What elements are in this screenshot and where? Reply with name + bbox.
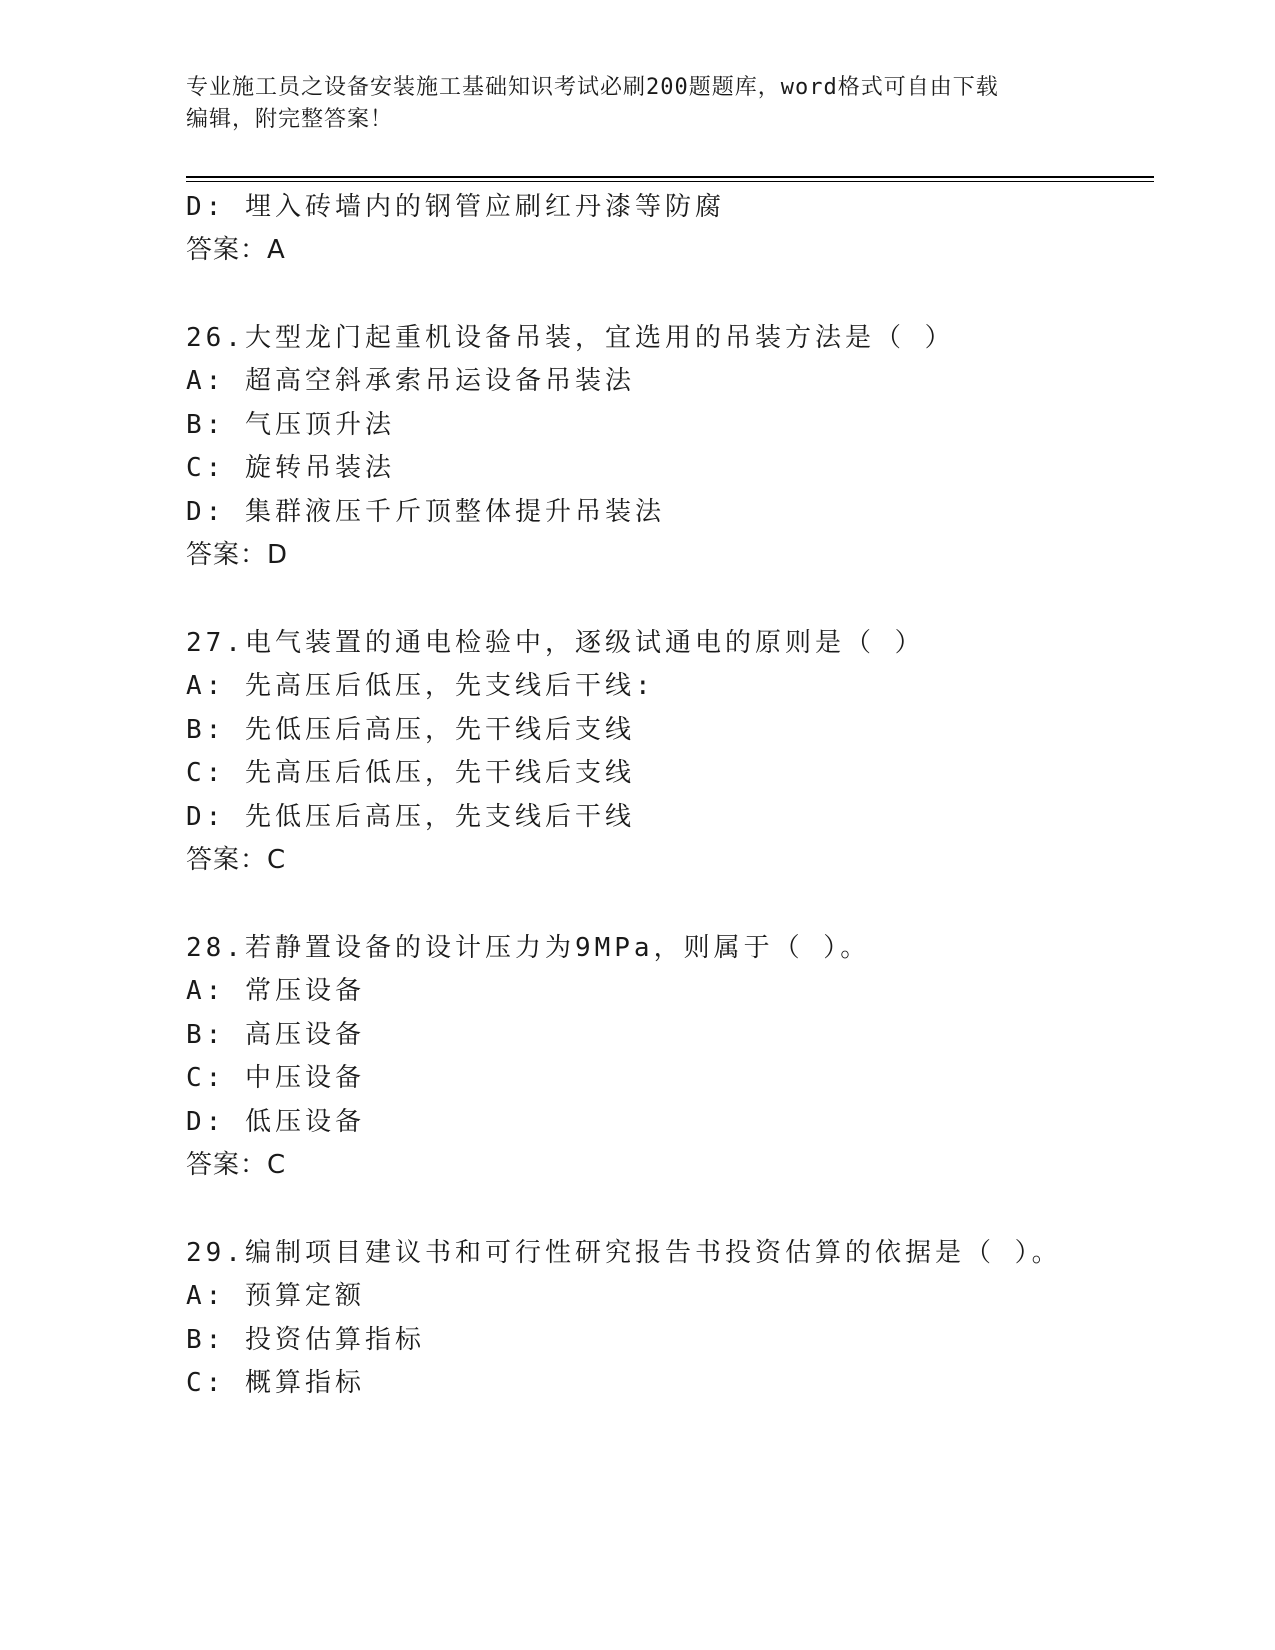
q28-option-c: C: 中压设备 [186,1063,365,1093]
q26-answer: 答案：D [186,540,289,570]
q29-stem: 29.编制项目建议书和可行性研究报告书投资估算的依据是（ ）。 [186,1238,1062,1268]
q27-stem: 27.电气装置的通电检验中，逐级试通电的原则是（ ） [186,628,925,658]
header-divider-thick [186,176,1154,178]
q26-option-b: B: 气压顶升法 [186,410,395,440]
q27-answer: 答案：C [186,845,287,875]
q29-option-a: A: 预算定额 [186,1281,365,1311]
q29-option-c: C: 概算指标 [186,1368,365,1398]
q27-option-b: B: 先低压后高压，先干线后支线 [186,715,635,745]
q26-option-c: C: 旋转吊装法 [186,453,395,483]
q28-answer: 答案：C [186,1150,287,1180]
q25-option-d: D: 埋入砖墙内的钢管应刷红丹漆等防腐 [186,192,725,222]
q28-stem: 28.若静置设备的设计压力为9MPa，则属于（ ）。 [186,933,871,963]
q26-option-a: A: 超高空斜承索吊运设备吊装法 [186,366,635,396]
q29-option-b: B: 投资估算指标 [186,1325,425,1355]
q28-option-b: B: 高压设备 [186,1020,365,1050]
header-line-2: 编辑，附完整答案！ [186,107,394,132]
q26-stem: 26.大型龙门起重机设备吊装，宜选用的吊装方法是（ ） [186,323,955,353]
q26-option-d: D: 集群液压千斤顶整体提升吊装法 [186,497,665,527]
header-divider-thin [186,181,1154,182]
q28-option-a: A: 常压设备 [186,976,365,1006]
q27-option-d: D: 先低压后高压，先支线后干线 [186,802,635,832]
q27-option-a: A: 先高压后低压，先支线后干线: [186,671,655,701]
header-line-1: 专业施工员之设备安装施工基础知识考试必刷200题题库，word格式可自由下载 [186,75,999,100]
q25-answer: 答案：A [186,235,286,265]
q28-option-d: D: 低压设备 [186,1107,365,1137]
q27-option-c: C: 先高压后低压，先干线后支线 [186,758,635,788]
document-header [186,72,1086,136]
